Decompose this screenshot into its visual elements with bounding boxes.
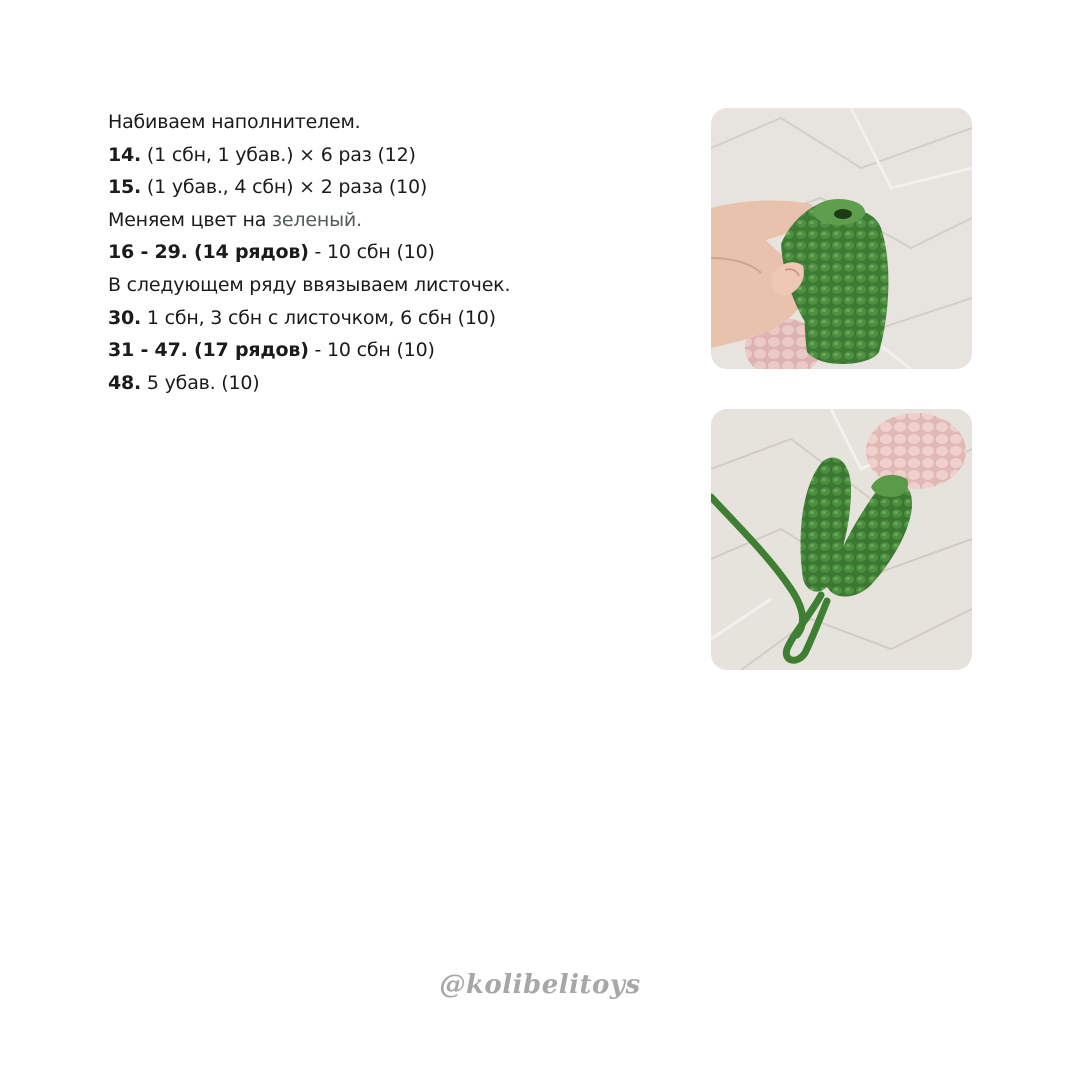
row-number: 15. xyxy=(108,176,142,199)
row-number: 31 - 47. (17 рядов) xyxy=(108,339,309,362)
row-number: 16 - 29. (14 рядов) xyxy=(108,241,309,264)
row-text: 1 сбн, 3 сбн с листочком, 6 сбн (10) xyxy=(141,306,496,329)
row-text: - 10 сбн (10) xyxy=(308,339,435,362)
watermark: @kolibelitoys xyxy=(439,970,641,1000)
instruction-line xyxy=(108,236,668,269)
row-text: Меняем цвет на xyxy=(108,208,273,231)
row-text: (1 убав., 4 сбн) × 2 раза (10) xyxy=(141,176,428,199)
row-number: 30. xyxy=(108,306,142,329)
row-number: 48. xyxy=(108,371,142,394)
instruction-line xyxy=(108,171,668,204)
instruction-line xyxy=(108,139,668,172)
row-text: 5 убав. (10) xyxy=(141,371,260,394)
row-text: - 10 сбн (10) xyxy=(308,241,435,264)
instruction-line xyxy=(108,334,668,367)
instruction-line xyxy=(108,302,668,335)
photo-2-illustration xyxy=(711,409,972,670)
photo-1-illustration xyxy=(711,108,972,369)
instruction-line xyxy=(108,106,668,139)
instruction-line xyxy=(108,269,668,302)
row-text: (1 сбн, 1 убав.) × 6 раз (12) xyxy=(141,143,416,166)
instruction-line xyxy=(108,204,668,237)
row-text: Набиваем наполнителем. xyxy=(108,111,361,133)
row-text: В следующем ряду ввязываем листочек. xyxy=(108,273,511,296)
instructions-block xyxy=(108,106,668,399)
instruction-line xyxy=(108,367,668,400)
row-number: 14. xyxy=(108,143,142,166)
photo-green-stem-with-leaf-and-pink-bud xyxy=(711,409,972,670)
photo-hand-holding-green-stem xyxy=(711,108,972,369)
color-word: зеленый. xyxy=(272,208,362,231)
